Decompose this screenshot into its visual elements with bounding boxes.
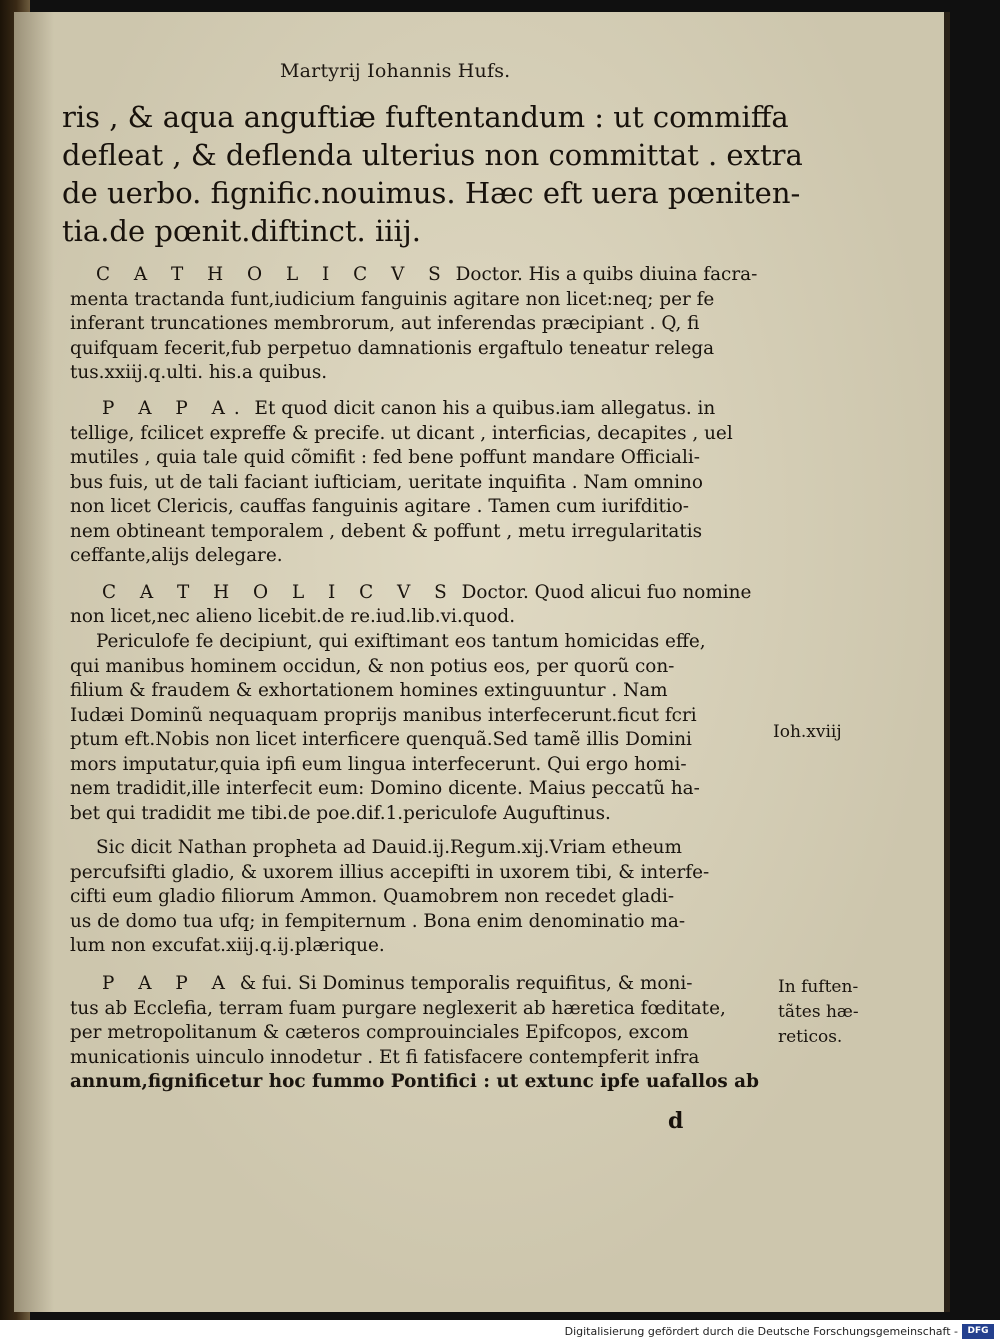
text-line: municationis uinculo innodetur . Et fi fatisfacere contempferit infra xyxy=(70,1047,700,1068)
text-line: nem obtineant temporalem , debent & poffunt , metu irregularitatis xyxy=(70,521,703,542)
text-line: bet qui tradidit me tibi.de poe.dif.1.periculofe Auguftinus. xyxy=(70,803,611,824)
speaker-label: C A T H O L I C V S xyxy=(96,264,450,285)
text-line: us de domo tua ufq; in fempiternum . Bona enim denominatio ma- xyxy=(70,911,686,932)
marginal-note: reticos. xyxy=(778,1027,843,1047)
text-line: filium & fraudem & exhortationem homines extinguuntur . Nam xyxy=(70,680,668,701)
text-line: tus.xxiij.q.ulti. his.a quibus. xyxy=(70,362,328,383)
paragraph-first-line: P A P A. Et quod dicit canon his a quibus.iam allegatus. in xyxy=(102,398,716,419)
text-line: bus fuis, ut de tali faciant iufticiam, ueritate inquifita . Nam omnino xyxy=(70,472,703,493)
text-line: menta tractanda funt,iudicium fanguinis agitare non licet:neq; per fe xyxy=(70,289,715,310)
signature-mark: d xyxy=(668,1108,684,1134)
opening-line: defleat , & deflenda ulterius non committat . extra xyxy=(62,138,803,172)
running-head: Martyrij Iohannis Hufs. xyxy=(280,60,511,82)
footer-credit: Digitalisierung gefördert durch die Deutsche Forschungsgemeinschaft - xyxy=(564,1325,958,1338)
speaker-label: P A P A xyxy=(102,973,234,994)
marginal-note: Ioh.xviij xyxy=(773,722,842,742)
text-line: non licet,nec alieno licebit.de re.iud.lib.vi.quod. xyxy=(70,606,516,627)
text-line: annum,fignificetur hoc fummo Pontifici : ut extunc ipfe uafallos ab xyxy=(70,1071,759,1092)
text-line: per metropolitanum & cæteros comprouinciales Epifcopos, excom xyxy=(70,1022,689,1043)
marginal-note: In fuften- xyxy=(778,977,859,997)
text-line: cifti eum gladio filiorum Ammon. Quamobrem non recedet gladi- xyxy=(70,886,675,907)
opening-line: ris , & aqua anguftiæ fuftentandum : ut commiffa xyxy=(62,100,789,134)
text-line: inferant truncationes membrorum, aut inferendas præcipiant . Q, fi xyxy=(70,313,700,334)
text-line: Iudæi Dominũ nequaquam proprijs manibus interfecerunt.ficut fcri xyxy=(70,705,697,726)
text-line: Periculofe fe decipiunt, qui exiftimant eos tantum homicidas effe, xyxy=(96,631,706,652)
paragraph-first-line: C A T H O L I C V S Doctor. Quod alicui fuo nomine xyxy=(102,582,752,603)
text-line: non licet Clericis, cauffas fanguinis agitare . Tamen cum iurifditio- xyxy=(70,496,690,517)
text-line: mutiles , quia tale quid cõmifit : fed bene poffunt mandare Officiali- xyxy=(70,447,700,468)
speaker-label: P A P A. xyxy=(102,398,249,419)
text-line: quifquam fecerit,fub perpetuo damnationis ergaftulo teneatur relega xyxy=(70,338,715,359)
text-line: nem tradidit,ille interfecit eum: Domino dicente. Maius peccatũ ha- xyxy=(70,778,700,799)
text-line: lum non excufat.xiij.q.ij.plærique. xyxy=(70,935,385,956)
text-line: ptum eft.Nobis non licet interficere quenquã.Sed tamẽ illis Domini xyxy=(70,729,692,750)
paragraph-first-line: C A T H O L I C V S Doctor. His a quibs diuina facra- xyxy=(96,264,758,285)
text-line: qui manibus hominem occidun, & non potius eos, per quorũ con- xyxy=(70,656,675,677)
speaker-label: C A T H O L I C V S xyxy=(102,582,456,603)
opening-line: tia.de pœnit.diftinct. iiij. xyxy=(62,214,421,248)
paragraph-first-line: P A P A & fui. Si Dominus temporalis requifitus, & moni- xyxy=(102,973,693,994)
marginal-note: tãtes hæ- xyxy=(778,1002,859,1022)
text-line: tus ab Ecclefia, terram fuam purgare neglexerit ab hæretica fœditate, xyxy=(70,998,726,1019)
text-line: Sic dicit Nathan propheta ad Dauid.ij.Regum.xij.Vriam etheum xyxy=(96,837,682,858)
footer-bar xyxy=(0,1320,1000,1344)
text-line: mors imputatur,quia ipfi eum lingua interfecerunt. Qui ergo homi- xyxy=(70,754,687,775)
page-edge xyxy=(944,12,950,1312)
text-line: tellige, fcilicet expreffe & precife. ut dicant , interficias, decapites , uel xyxy=(70,423,733,444)
text-line: ceffante,alijs delegare. xyxy=(70,545,283,566)
text-line: percufsifti gladio, & uxorem illius accepifti in uxorem tibi, & interfe- xyxy=(70,862,710,883)
dfg-logo: DFG xyxy=(962,1324,994,1339)
opening-line: de uerbo. fignific.nouimus. Hæc eft uera pœniten- xyxy=(62,176,801,210)
